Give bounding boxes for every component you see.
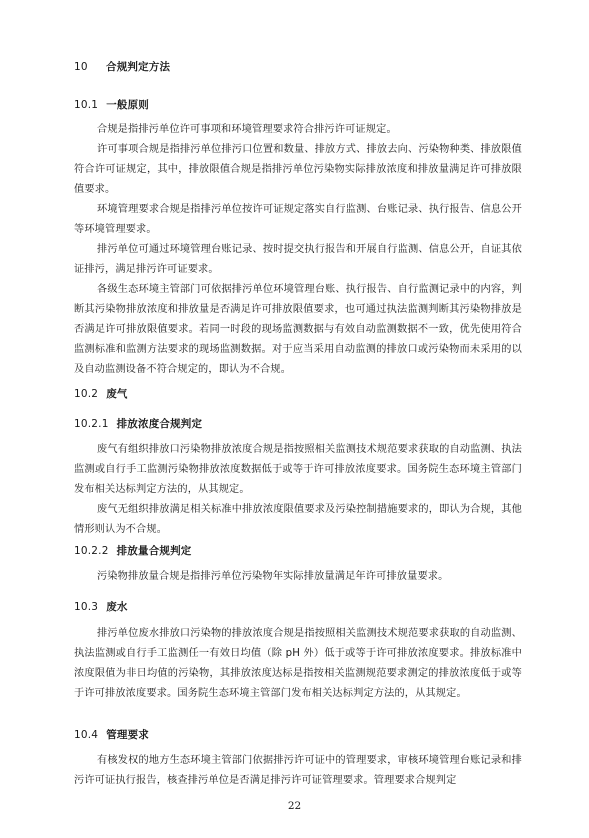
paragraph: 各级生态环境主管部门可依据排污单位环境管理台账、执行报告、自行监测记录中的内容，判断其污染物排放浓度和排放量是否满足许可排放限值要求，也可通过执法监测判断其污染物排放是否满足许可排放限值要求。若同一时段的现场监测数据与有效自动监测数据不一致，优先使用符合监测标准和监测方法要求的现场监测数据。对于应当采用自动监测的排放口或污染物而未采用的以及自动监测设备不符合规定的，即认为不合规。 (74, 284, 522, 375)
paragraph: 废气有组织排放口污染物排放浓度合规是指按照相关监测技术规范要求获取的自动监测、执法监测或自行手工监测污染物排放浓度数据低于或等于许可排放浓度要求。国务院生态环境主管部门发布相关达标判定方法的，从其规定。 (74, 444, 522, 495)
paragraph: 环境管理要求合规是指排污单位按许可证规定落实自行监测、台账记录、执行报告、信息公开等环境管理要求。 (74, 204, 522, 235)
section-number: 10.3 (74, 601, 99, 613)
paragraph: 有核发权的地方生态环境主管部门依据排污许可证中的管理要求，审核环境管理台账记录和排污许可证执行报告，核查排污单位是否满足排污许可证管理要求。管理要求合规判定 (74, 755, 522, 786)
paragraph: 废气无组织排放满足相关标准中排放浓度限值要求及污染控制措施要求的，即认为合规，其他情形则认为不合规。 (74, 504, 522, 535)
section-number: 10.2.1 (74, 418, 109, 430)
section-heading-10-1 (74, 97, 149, 112)
section-heading-10 (74, 59, 170, 74)
section-title: 一般原则 (106, 99, 149, 111)
page-number: 22 (287, 800, 302, 812)
section-title: 合规判定方法 (106, 61, 171, 73)
section-title: 废气 (106, 388, 128, 400)
section-title: 排放量合规判定 (116, 545, 192, 557)
section-heading-10-2-2 (74, 543, 192, 558)
section-heading-10-3 (74, 599, 128, 614)
section-number: 10.2.2 (74, 545, 109, 557)
section-number: 10.1 (74, 99, 99, 111)
paragraph: 合规是指排污单位许可事项和环境管理要求符合排污许可证规定。 (97, 124, 397, 135)
section-title: 废水 (106, 601, 128, 613)
paragraph: 许可事项合规是指排污单位排污口位置和数量、排放方式、排放去向、污染物种类、排放限值符合许可证规定，其中，排放限值合规是指排污单位污染物实际排放浓度和排放量满足许可排放限值要求。 (74, 144, 522, 195)
section-heading-10-2 (74, 386, 128, 401)
section-title: 管理要求 (106, 729, 149, 741)
section-number: 10.4 (74, 729, 99, 741)
section-heading-10-4 (74, 727, 149, 742)
section-title: 排放浓度合规判定 (116, 418, 203, 430)
section-heading-10-2-1 (74, 416, 202, 431)
paragraph: 污染物排放量合规是指排污单位污染物年实际排放量满足年许可排放量要求。 (97, 571, 449, 582)
paragraph: 排污单位可通过环境管理台账记录、按时提交执行报告和开展自行监测、信息公开，自证其依证排污，满足排污许可证要求。 (74, 244, 522, 275)
paragraph: 排污单位废水排放口污染物的排放浓度合规是指按照相关监测技术规范要求获取的自动监测、执法监测或自行手工监测任一有效日均值（除 pH 外）低于或等于许可排放浓度要求。排放标准中浓度限值为非日均值的污染物，其排放浓度达标是指按相关监测规范要求测定的排放浓度低于或等于许可排放浓度要求。国务院生态环境主管部门发布相关达标判定方法的，从其规定。 (74, 628, 522, 699)
section-number: 10 (74, 61, 88, 73)
section-number: 10.2 (74, 388, 99, 400)
